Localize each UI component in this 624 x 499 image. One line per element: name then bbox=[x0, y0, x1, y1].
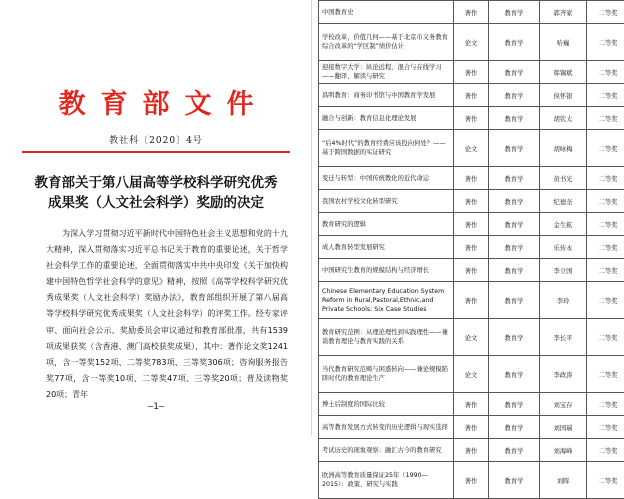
table-row bbox=[319, 259, 624, 282]
award-title-cell: 学校改革，价值几何——基于北京市义务教育综合改革的“学区制”绩价估计 bbox=[319, 24, 454, 61]
award-author-cell: 刘国瑞 bbox=[540, 416, 587, 439]
award-grade-cell: 二等奖 bbox=[587, 213, 624, 236]
award-category-cell: 教育学 bbox=[489, 61, 540, 84]
award-title-cell: 中国研究生教育的规模结构与经济增长 bbox=[319, 259, 454, 282]
award-table bbox=[318, 0, 624, 499]
award-title-cell: 成人教育转型发展研究 bbox=[319, 236, 454, 259]
award-category-cell: 教育学 bbox=[489, 439, 540, 462]
award-grade-cell: 二等奖 bbox=[587, 84, 624, 107]
award-title-cell: 昌明教育：商务印书馆与中国教育学发展 bbox=[319, 84, 454, 107]
award-type-cell: 著作 bbox=[454, 167, 489, 190]
award-category-cell: 教育学 bbox=[489, 259, 540, 282]
table-row bbox=[319, 130, 624, 167]
award-grade-cell: 二等奖 bbox=[587, 393, 624, 416]
table-row bbox=[319, 24, 624, 61]
award-grade-cell: 二等奖 bbox=[587, 1, 624, 24]
award-author-cell: 哈巍 bbox=[540, 24, 587, 61]
award-category-cell: 教育学 bbox=[489, 213, 540, 236]
award-author-cell: 李玲 bbox=[540, 282, 587, 319]
document-title bbox=[24, 173, 288, 213]
award-author-cell: 刘晖 bbox=[540, 462, 587, 499]
award-category-cell: 教育学 bbox=[489, 130, 540, 167]
award-author-cell: 胡咏梅 bbox=[540, 130, 587, 167]
table-row bbox=[319, 1, 624, 24]
award-category-cell: 教育学 bbox=[489, 167, 540, 190]
award-author-cell: 李长平 bbox=[540, 319, 587, 356]
award-author-cell: 李政涛 bbox=[540, 356, 587, 393]
award-type-cell: 论文 bbox=[454, 319, 489, 356]
award-type-cell: 著作 bbox=[454, 190, 489, 213]
award-title-cell: “后4%时代”的教育经费应该投向何处？——基于跨国数据的实证研究 bbox=[319, 130, 454, 167]
award-type-cell: 著作 bbox=[454, 213, 489, 236]
table-row bbox=[319, 393, 624, 416]
table-row bbox=[319, 236, 624, 259]
table-row bbox=[319, 84, 624, 107]
award-title-cell: 教育研究范例：从理论理性到实践理性——兼谈教育理论与教育实践的关系 bbox=[319, 319, 454, 356]
table-row bbox=[319, 167, 624, 190]
table-row bbox=[319, 416, 624, 439]
award-author-cell: 刘宝存 bbox=[540, 393, 587, 416]
award-category-cell: 教育学 bbox=[489, 393, 540, 416]
table-row bbox=[319, 462, 624, 499]
award-category-cell: 教育学 bbox=[489, 1, 540, 24]
table-row bbox=[319, 190, 624, 213]
table-row bbox=[319, 107, 624, 130]
award-title-cell: 教育研究的逻辑 bbox=[319, 213, 454, 236]
award-title-cell: 变迁与转型：中国传统教化的近代命运 bbox=[319, 167, 454, 190]
award-category-cell: 教育学 bbox=[489, 356, 540, 393]
award-type-cell: 著作 bbox=[454, 439, 489, 462]
document-body bbox=[46, 226, 288, 403]
award-title-cell: 高等教育发展方式转变的历史逻辑与现实选择 bbox=[319, 416, 454, 439]
award-author-cell: 侯怀银 bbox=[540, 84, 587, 107]
award-title-cell: 迎接数字大学：纵论远程、混合与在线学习——翻译、解读与研究 bbox=[319, 61, 454, 84]
header-divider bbox=[22, 151, 290, 153]
award-grade-cell: 二等奖 bbox=[587, 439, 624, 462]
award-grade-cell: 二等奖 bbox=[587, 130, 624, 167]
award-title-cell: 当代教育研究范畴与困惑转向——兼论规模陷阱时代的教育理论生产 bbox=[319, 356, 454, 393]
award-author-cell: 纪德奎 bbox=[540, 190, 587, 213]
document-page-left bbox=[0, 0, 312, 436]
award-author-cell: 郭齐家 bbox=[540, 1, 587, 24]
award-category-cell: 教育学 bbox=[489, 462, 540, 499]
award-type-cell: 论文 bbox=[454, 130, 489, 167]
document-page-right bbox=[312, 0, 624, 436]
table-row bbox=[319, 319, 624, 356]
award-title-cell: 我国农村学校文化转型研究 bbox=[319, 190, 454, 213]
award-category-cell: 教育学 bbox=[489, 282, 540, 319]
award-title-cell: 融合与创新：教育信息化理论发展 bbox=[319, 107, 454, 130]
award-type-cell: 著作 bbox=[454, 84, 489, 107]
award-grade-cell: 二等奖 bbox=[587, 107, 624, 130]
document-number: 教社科〔2020〕4号 bbox=[0, 133, 312, 146]
table-row bbox=[319, 61, 624, 84]
award-title-cell: 博士后制度的国际比较 bbox=[319, 393, 454, 416]
award-author-cell: 乐传永 bbox=[540, 236, 587, 259]
award-grade-cell: 二等奖 bbox=[587, 462, 624, 499]
award-author-cell: 李立国 bbox=[540, 259, 587, 282]
award-type-cell: 著作 bbox=[454, 1, 489, 24]
award-category-cell: 教育学 bbox=[489, 319, 540, 356]
award-category-cell: 教育学 bbox=[489, 24, 540, 61]
award-grade-cell: 二等奖 bbox=[587, 319, 624, 356]
award-title-cell: 欧洲高等教育质量保证25年（1990—2015）：政策、研究与实践 bbox=[319, 462, 454, 499]
award-author-cell: 刘海峰 bbox=[540, 439, 587, 462]
award-title-cell: Chinese Elementary Education System Reform in Rural,Pastoral,Ethnic,and Private Schools: Six Case Studies bbox=[319, 282, 454, 319]
award-category-cell: 教育学 bbox=[489, 107, 540, 130]
document-header: 教育部文件 bbox=[0, 82, 312, 121]
award-type-cell: 论文 bbox=[454, 24, 489, 61]
page-number: —1— bbox=[0, 402, 312, 412]
award-type-cell: 著作 bbox=[454, 236, 489, 259]
award-type-cell: 著作 bbox=[454, 259, 489, 282]
award-type-cell: 论文 bbox=[454, 356, 489, 393]
document-title-line-2: 成果奖（人文社会科学）奖励的决定 bbox=[24, 193, 288, 213]
award-grade-cell: 二等奖 bbox=[587, 24, 624, 61]
award-type-cell: 著作 bbox=[454, 282, 489, 319]
award-category-cell: 教育学 bbox=[489, 84, 540, 107]
award-category-cell: 教育学 bbox=[489, 416, 540, 439]
award-author-cell: 金生鈜 bbox=[540, 213, 587, 236]
award-type-cell: 著作 bbox=[454, 107, 489, 130]
award-type-cell: 著作 bbox=[454, 462, 489, 499]
award-type-cell: 著作 bbox=[454, 393, 489, 416]
award-category-cell: 教育学 bbox=[489, 190, 540, 213]
award-author-cell: 韩锡斌 bbox=[540, 61, 587, 84]
award-grade-cell: 二等奖 bbox=[587, 356, 624, 393]
table-row bbox=[319, 213, 624, 236]
award-table-body bbox=[319, 1, 624, 499]
award-grade-cell: 二等奖 bbox=[587, 236, 624, 259]
document-title-line-1: 教育部关于第八届高等学校科学研究优秀 bbox=[24, 173, 288, 193]
award-title-cell: 考试历史的现象观察：融汇古今的教育研究 bbox=[319, 439, 454, 462]
award-category-cell: 教育学 bbox=[489, 236, 540, 259]
award-grade-cell: 二等奖 bbox=[587, 282, 624, 319]
award-grade-cell: 二等奖 bbox=[587, 190, 624, 213]
award-grade-cell: 二等奖 bbox=[587, 416, 624, 439]
award-grade-cell: 二等奖 bbox=[587, 61, 624, 84]
table-row bbox=[319, 282, 624, 319]
award-type-cell: 著作 bbox=[454, 61, 489, 84]
table-row bbox=[319, 356, 624, 393]
award-grade-cell: 二等奖 bbox=[587, 259, 624, 282]
award-author-cell: 黄书光 bbox=[540, 167, 587, 190]
award-grade-cell: 二等奖 bbox=[587, 167, 624, 190]
award-title-cell: 中国教育史 bbox=[319, 1, 454, 24]
award-type-cell: 著作 bbox=[454, 416, 489, 439]
body-paragraph: 为深入学习贯彻习近平新时代中国特色社会主义思想和党的十九大精神，深入贯彻落实习近平总书记关于教育的重要论述，关于哲学社会科学工作的重要论述，全面贯彻落实中共中央印发《关于加快构建中国特色哲学社会科学的意见》精神，按照《高等学校科学研究优秀成果奖（人文社会科学）奖励办法》，教育部组织开展了第八届高等学校科学研究优秀成果奖（人文社会科学）的评奖工作。经专家评审、面向社会公示、奖励委员会审议通过和教育部批准，共有1539项成果获奖（含香港、澳门高校获奖成果），其中：著作论文奖1241项，含一等奖152项、二等奖783项、三等奖306项；咨询服务报告奖77项，含一等奖10项、二等奖47项、三等奖20项；普及读物奖20项；青年 bbox=[46, 226, 288, 403]
table-row bbox=[319, 439, 624, 462]
award-author-cell: 胡钦太 bbox=[540, 107, 587, 130]
